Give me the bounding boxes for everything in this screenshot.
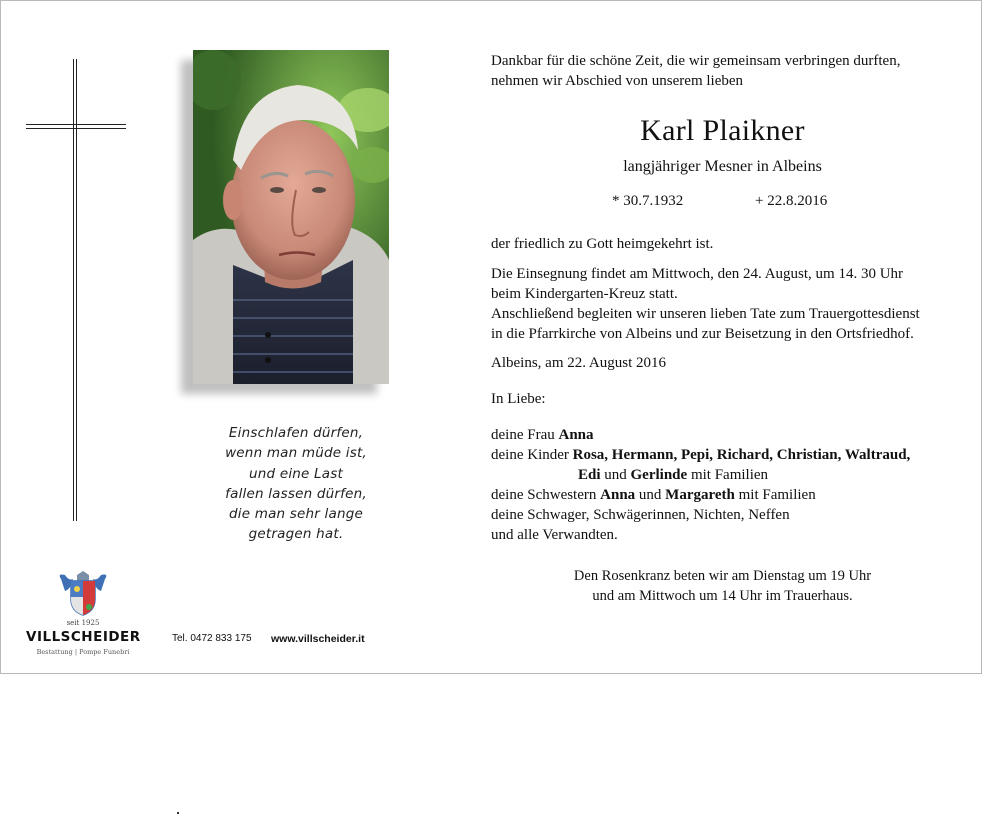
- mourner-relatives: und alle Verwandten.: [491, 527, 618, 543]
- mourner-connector: und: [635, 487, 666, 503]
- deceased-role: langjähriger Mesner in Albeins: [623, 158, 822, 175]
- mourner-sisters: [491, 485, 816, 505]
- poem: [181, 423, 411, 545]
- mourner-children: [491, 445, 910, 465]
- rosary-line-1: Den Rosenkranz beten wir am Dienstag um 19 Uhr: [573, 568, 872, 584]
- portrait-image: [193, 50, 389, 384]
- death-date: + 22.8.2016: [755, 193, 828, 209]
- mourner-suffix: mit Familien: [687, 467, 769, 483]
- poem-line: getragen hat.: [248, 526, 344, 543]
- poem-line: fallen lassen dürfen,: [225, 485, 367, 502]
- rosary-line-2: und am Mittwoch um 14 Uhr im Trauerhaus.: [592, 588, 853, 604]
- mourner-suffix: mit Familien: [734, 487, 816, 503]
- mourner-wife: [491, 425, 594, 445]
- poem-line: wenn man müde ist,: [225, 445, 367, 462]
- poem-line: die man sehr lange: [229, 506, 363, 523]
- birth-date: * 30.7.1932: [612, 193, 684, 209]
- phone-number: Tel. 0472 833 175: [172, 633, 252, 644]
- funeral-line: Die Einsegnung findet am Mittwoch, den 24. August, um 14. 30 Uhr: [491, 266, 904, 282]
- funeral-line: Anschließend begleiten wir unseren lieben Tate zum Trauergottesdienst: [491, 306, 920, 322]
- mourner-name: Edi: [578, 467, 601, 483]
- mourner-name: Margareth: [665, 487, 735, 503]
- intro-line-1: Dankbar für die schöne Zeit, die wir gemeinsam verbringen durften,: [491, 53, 901, 69]
- mourner-name: Rosa, Hermann, Pepi, Richard, Christian, Waltraud,: [572, 447, 911, 463]
- portrait-photo: [193, 50, 389, 384]
- mourner-prefix: deine Frau: [491, 427, 559, 443]
- mourner-prefix: deine Schwestern: [491, 487, 601, 503]
- stray-dot: [177, 812, 179, 814]
- funeral-line: beim Kindergarten-Kreuz statt.: [491, 286, 678, 302]
- poem-line: Einschlafen dürfen,: [228, 425, 364, 441]
- mourner-name: Anna: [600, 487, 636, 503]
- funeral-line: in die Pfarrkirche von Albeins und zur Beisetzung in den Ortsfriedhof.: [491, 326, 914, 342]
- mourner-in-laws: deine Schwager, Schwägerinnen, Nichten, Neffen: [491, 507, 790, 523]
- company-tagline: Bestattung | Pompe Funebri: [36, 648, 130, 656]
- mourner-prefix: deine Kinder: [491, 447, 573, 463]
- cross-bar: [26, 124, 126, 129]
- mourner-name: Anna: [558, 427, 594, 443]
- place-date: Albeins, am 22. August 2016: [491, 355, 666, 371]
- mourner-name: Gerlinde: [630, 467, 688, 483]
- mourner-connector: und: [600, 467, 631, 483]
- poem-line: und eine Last: [249, 465, 343, 482]
- mourner-children-cont: [578, 465, 768, 485]
- deceased-name: Karl Plaikner: [640, 114, 805, 147]
- in-love: In Liebe:: [491, 391, 546, 407]
- logo-since: seit 1925: [66, 619, 100, 627]
- website-link[interactable]: www.villscheider.it: [271, 633, 365, 645]
- company-name: VILLSCHEIDER: [26, 629, 141, 645]
- peaceful-line: der friedlich zu Gott heimgekehrt ist.: [491, 236, 714, 252]
- coat-of-arms-icon: [55, 571, 111, 617]
- intro-line-2: nehmen wir Abschied von unserem lieben: [491, 73, 744, 89]
